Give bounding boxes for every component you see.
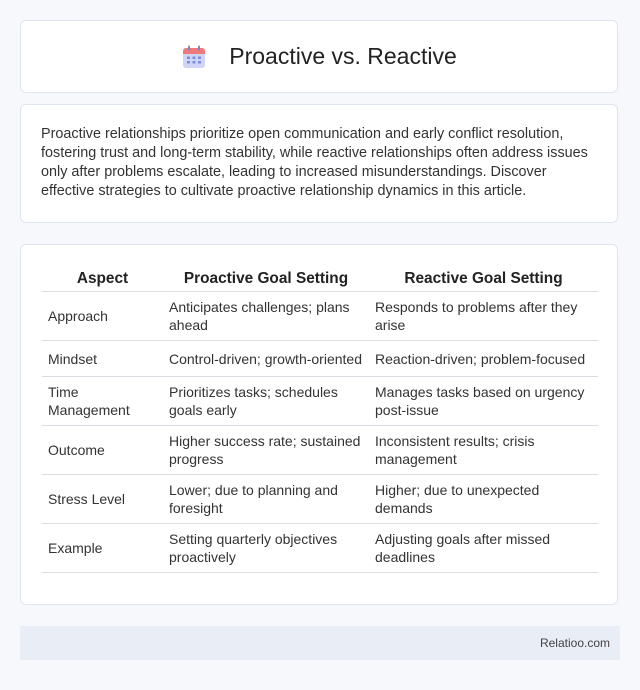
- table-cell-aspect: Outcome: [42, 426, 163, 475]
- table-cell-reactive: Manages tasks based on urgency post-issue: [369, 377, 598, 426]
- column-header: Reactive Goal Setting: [369, 265, 598, 292]
- table-cell-aspect: Example: [42, 524, 163, 573]
- comparison-card: [20, 244, 618, 605]
- table-cell-aspect: Stress Level: [42, 475, 163, 524]
- table-row: [42, 524, 598, 573]
- table-cell-proactive: Setting quarterly objectives proactively: [163, 524, 369, 573]
- table-cell-reactive: Inconsistent results; crisis management: [369, 426, 598, 475]
- table-cell-proactive: Anticipates challenges; plans ahead: [163, 292, 369, 341]
- column-header: Proactive Goal Setting: [163, 265, 369, 292]
- table-cell-reactive: Adjusting goals after missed deadlines: [369, 524, 598, 573]
- table-cell-proactive: Higher success rate; sustained progress: [163, 426, 369, 475]
- table-header-row: [42, 265, 598, 292]
- table-row: [42, 341, 598, 377]
- table-row: [42, 292, 598, 341]
- table-cell-proactive: Lower; due to planning and foresight: [163, 475, 369, 524]
- table-cell-aspect: Time Management: [42, 377, 163, 426]
- title-card: [20, 20, 618, 93]
- intro-text: Proactive relationships prioritize open communication and early conflict resolution, fostering trust and long-term stability, while reactive relationships often address issues only after problems escalate, leading to increased misunderstandings. Discover effective strategies to cultivate proactive relationship dynamics in this article.: [41, 126, 588, 199]
- table-cell-aspect: Mindset: [42, 341, 163, 377]
- table-cell-reactive: Reaction-driven; problem-focused: [369, 341, 598, 377]
- table-cell-proactive: Control-driven; growth-oriented: [163, 341, 369, 377]
- intro-card: [20, 104, 618, 223]
- page-title: Proactive vs. Reactive: [229, 43, 457, 69]
- table-row: [42, 377, 598, 426]
- footer-bar: [20, 626, 620, 660]
- table-cell-aspect: Approach: [42, 292, 163, 341]
- table-cell-reactive: Responds to problems after they arise: [369, 292, 598, 341]
- table-row: [42, 475, 598, 524]
- calendar-icon: [181, 44, 207, 70]
- table-cell-reactive: Higher; due to unexpected demands: [369, 475, 598, 524]
- comparison-table: [42, 265, 598, 573]
- table-row: [42, 426, 598, 475]
- column-header: Aspect: [42, 265, 163, 292]
- table-cell-proactive: Prioritizes tasks; schedules goals early: [163, 377, 369, 426]
- footer-brand[interactable]: Relatioo.com: [539, 636, 610, 650]
